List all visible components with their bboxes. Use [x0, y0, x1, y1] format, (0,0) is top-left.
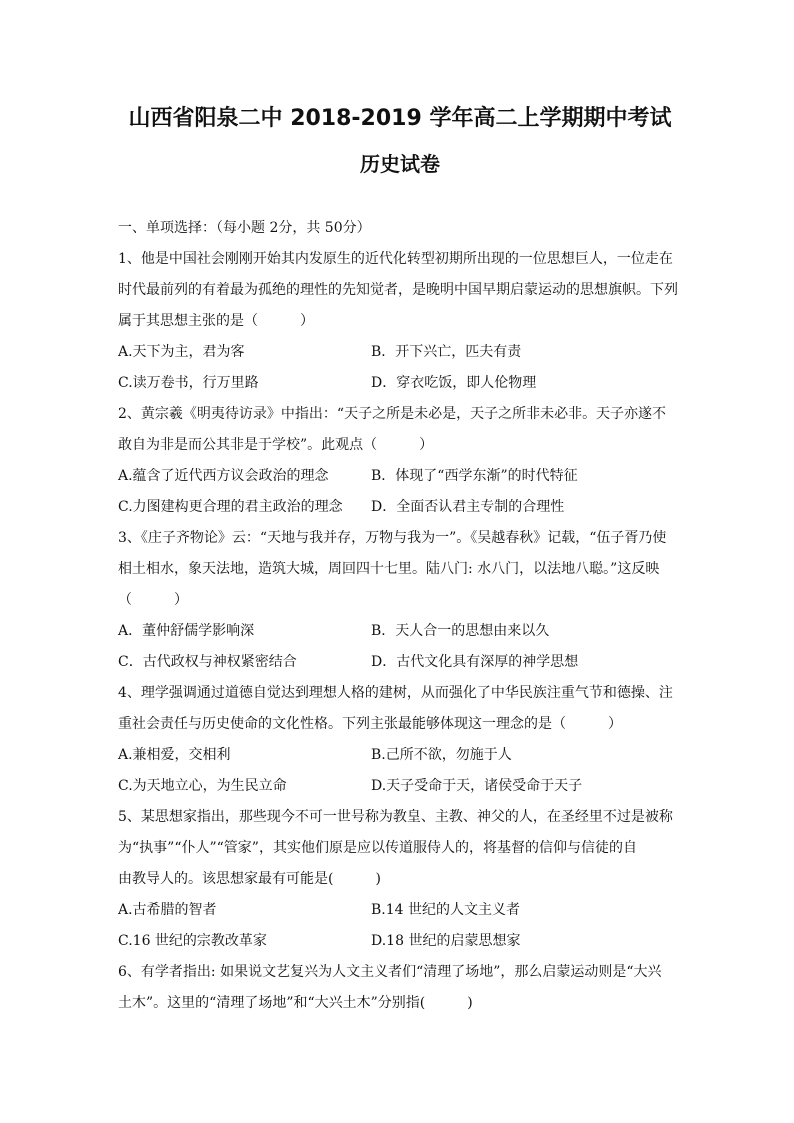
- question-text-line: 4、理学强调通过道德自觉达到理想人格的建树，从而强化了中华民族注重气节和德操、注: [118, 685, 673, 701]
- question-text-line: 相土相水，象天法地，造筑大城，周回四十七里。陆八门: 水八门，以法地八聪。”这反映: [118, 561, 660, 577]
- option-d: D.18 世纪的启蒙思想家: [371, 933, 521, 949]
- exam-subtitle: 历史试卷: [360, 152, 440, 176]
- question-text-line: 重社会责任与历史使命的文化性格。下列主张最能够体现这一理念的是（ ）: [118, 716, 622, 732]
- option-b: B．天人合一的思想由来以久: [371, 623, 550, 639]
- question-text-line: 为“执事”“仆人”“管家”，其实他们原是应以传道服侍人的，将基督的信仰与信徒的自: [118, 840, 637, 856]
- option-row: [118, 492, 682, 523]
- option-a: A.古希腊的智者: [118, 902, 217, 918]
- option-b: B.己所不欲，勿施于人: [371, 747, 512, 763]
- question-4: [118, 678, 682, 802]
- option-c: C.为天地立心，为生民立命: [118, 778, 287, 794]
- question-text-line: 土木”。这里的“清理了场地”和“大兴土木”分别指( ): [118, 995, 473, 1011]
- question-text-line: 2、黄宗羲《明夷待访录》中指出：“天子之所是未必是，天子之所非未必非。天子亦遂不: [118, 406, 667, 422]
- question-5: [118, 802, 682, 957]
- option-row: [118, 895, 682, 926]
- option-row: [118, 368, 682, 399]
- option-b: B．体现了“西学东渐”的时代特征: [371, 468, 578, 484]
- question-text-line: 由教导人的。该思想家最有可能是( ): [118, 871, 381, 887]
- option-row: [118, 647, 682, 678]
- option-a: A.蕴含了近代西方议会政治的理念: [118, 468, 329, 484]
- question-6: [118, 957, 682, 1019]
- option-row: [118, 461, 682, 492]
- option-row: [118, 740, 682, 771]
- option-d: D．全面否认君主专制的合理性: [371, 499, 565, 515]
- option-b: B.14 世纪的人文主义者: [371, 902, 521, 918]
- option-row: [118, 771, 682, 802]
- option-d: D．古代文化具有深厚的神学思想: [371, 654, 579, 670]
- question-text-line: 时代最前列的有着最为孤绝的理性的先知觉者，是晚明中国早期启蒙运动的思想旗帜。下列: [118, 282, 678, 298]
- question-text-line: 5、某思想家指出，那些现今不可一世号称为教皇、主教、神父的人，在圣经里不过是被称: [118, 809, 673, 825]
- option-c: C.16 世纪的宗教改革家: [118, 933, 267, 949]
- question-text-line: 1、他是中国社会刚刚开始其内发原生的近代化转型初期所出现的一位思想巨人，一位走在: [118, 251, 673, 267]
- option-a: A.兼相爱，交相利: [118, 747, 231, 763]
- question-text-line: （ ）: [118, 592, 188, 608]
- option-c: C．古代政权与神权紧密结合: [118, 654, 297, 670]
- option-a: A.天下为主，君为客: [118, 344, 245, 360]
- option-row: [118, 337, 682, 368]
- question-text-line: 3、《庄子齐物论》云：“天地与我并存，万物与我为一”。《吴越春秋》记载，“伍子胥乃使: [118, 530, 667, 546]
- question-text-line: 6、有学者指出: 如果说文艺复兴为人文主义者们“清理了场地”，那么启蒙运动则是“大兴: [118, 964, 662, 980]
- option-c: C.读万卷书，行万里路: [118, 375, 259, 391]
- section-heading: 一、单项选择：（每小题 2分，共 50分）: [118, 220, 371, 236]
- option-row: [118, 616, 682, 647]
- option-c: C.力图建构更合理的君主政治的理念: [118, 499, 343, 515]
- option-row: [118, 926, 682, 957]
- option-b: B．开下兴亡，匹夫有责: [371, 344, 522, 360]
- question-text-line: 敢自为非是而公其非是于学校”。此观点（ ）: [118, 437, 434, 453]
- exam-title: 山西省阳泉二中 2018-2019 学年高二上学期期中考试: [128, 106, 672, 131]
- option-d: D.天子受命于天，诸侯受命于天子: [371, 778, 583, 794]
- question-text-line: 属于其思想主张的是（ ）: [118, 313, 314, 329]
- question-2: [118, 399, 682, 523]
- question-1: [118, 244, 682, 399]
- option-d: D．穿衣吃饭，即人伦物理: [371, 375, 537, 391]
- option-a: A．董仲舒儒学影响深: [118, 623, 255, 639]
- question-3: [118, 523, 682, 678]
